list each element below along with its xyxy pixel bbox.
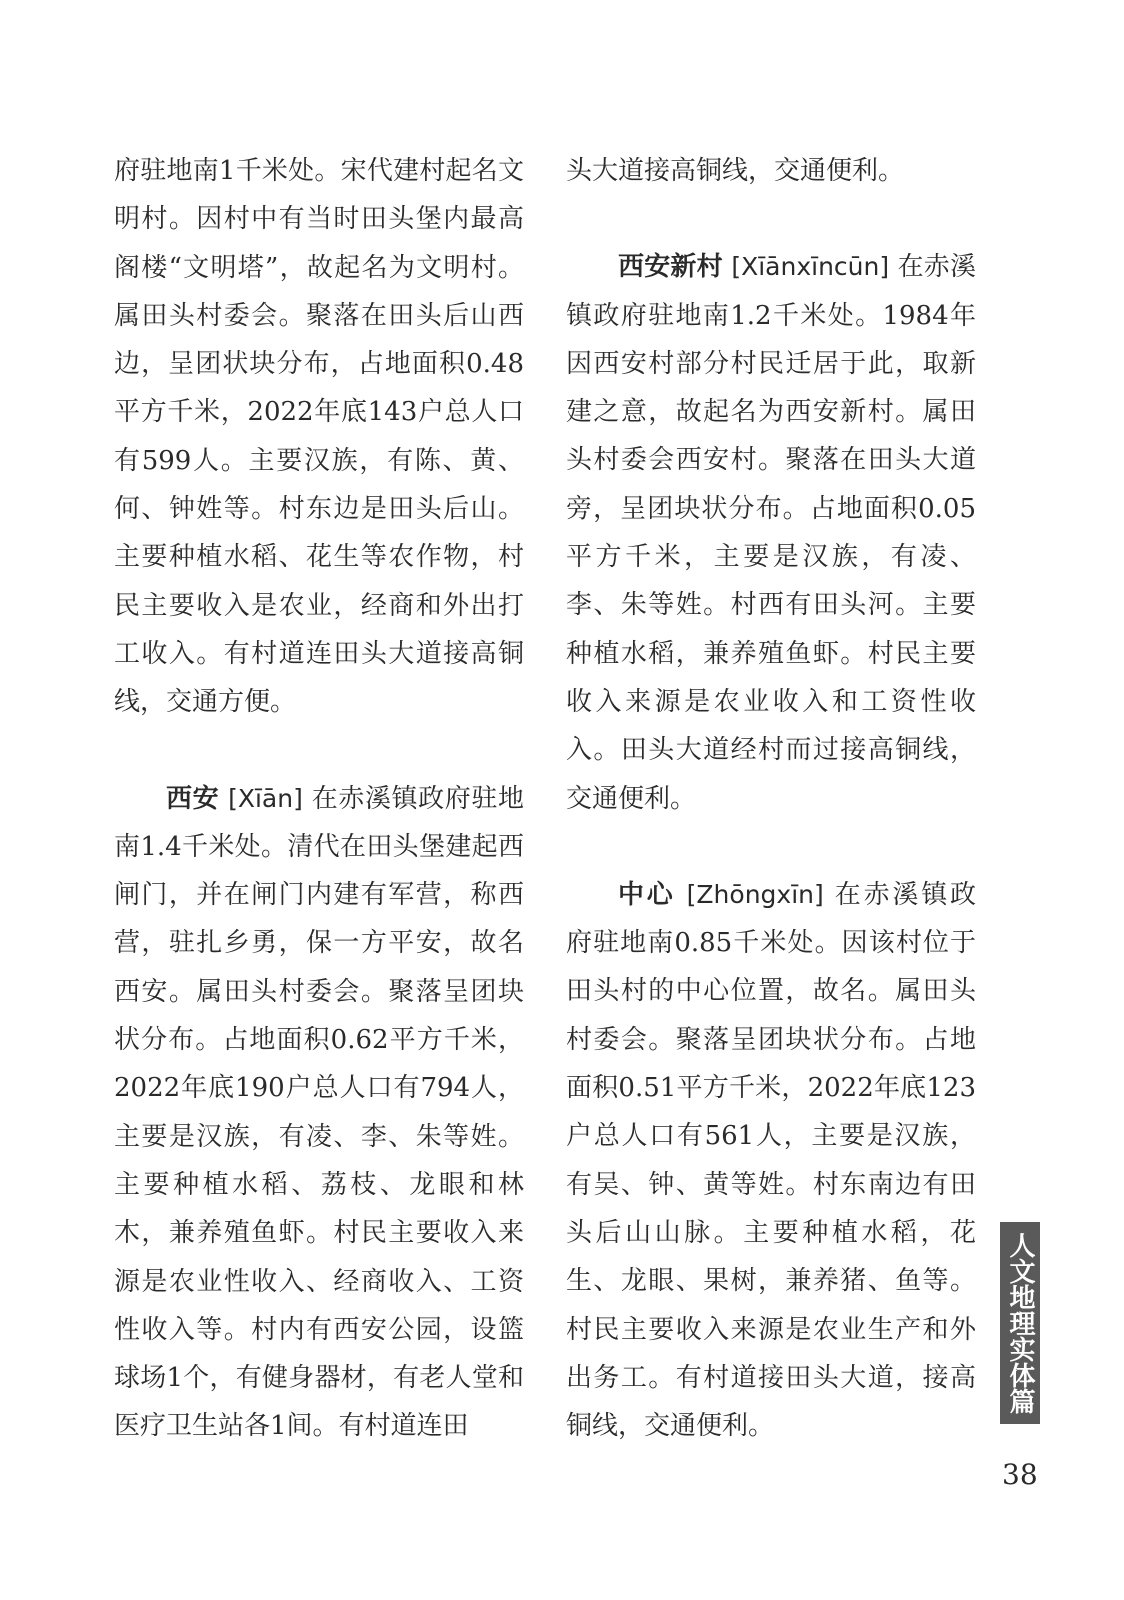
continuation-paragraph: 府驻地南1千米处。宋代建村起名文明村。因村中有当时田头堡内最高阁楼“文明塔”，故起名为文明村。属田头村委会。聚落在田头后山西边，呈团状块分布，占地面积0.48平方千米，2022年底143户总人口有599人。主要汉族，有陈、黄、何、钟姓等。村东边是田头后山。主要种植水稻、花生等农作物，村民主要收入是农业，经商和外出打工收入。有村道连田头大道接高铜线，交通方便。 — [114, 156, 524, 718]
paragraph-gap — [566, 823, 976, 871]
page-number: 38 — [1002, 1458, 1038, 1491]
entry-text: 在赤溪镇政府驻地南0.85千米处。因该村位于田头村的中心位置，故名。属田头村委会。聚落呈团块状分布。占地面积0.51平方千米，2022年底123户总人口有561人，主要是汉族，有吴、钟、黄等姓。村东南边有田头后山山脉。主要种植水稻，花生、龙眼、果树，兼养猪、鱼等。村民主要收入来源是农业生产和外出务工。有村道接田头大道，接高铜线，交通便利。 — [566, 879, 976, 1442]
entry-pinyin: [Xīān] — [228, 783, 303, 813]
right-column — [566, 147, 976, 1450]
entry-xian — [114, 775, 524, 1451]
section-side-tab: 人文地理实体篇 — [1000, 1222, 1040, 1424]
entry-zhongxin — [566, 871, 976, 1451]
entry-pinyin: [Zhōngxīn] — [686, 879, 824, 909]
entry-text: 在赤溪镇政府驻地南1.4千米处。清代在田头堡建起西闸门，并在闸门内建有军营，称西营，驻扎乡勇，保一方平安，故名西安。属田头村委会。聚落呈团块状分布。占地面积0.62平方千米，2022年底190户总人口有794人，主要是汉族，有凌、李、朱等姓。主要种植水稻、荔枝、龙眼和林木，兼养殖鱼虾。村民主要收入来源是农业性收入、经商收入、工资性收入等。村内有西安公园，设篮球场1个，有健身器材，有老人堂和医疗卫生站各1间。有村道连田 — [114, 783, 524, 1442]
paragraph-gap — [566, 195, 976, 243]
paragraph-gap — [114, 727, 524, 775]
continuation-paragraph: 头大道接高铜线，交通便利。 — [566, 156, 905, 186]
entry-text: 在赤溪镇政府驻地南1.2千米处。1984年因西安村部分村民迁居于此，取新建之意，故起名为西安新村。属田头村委会西安村。聚落在田头大道旁，呈团块状分布。占地面积0.05平方千米，主要是汉族，有凌、李、朱等姓。村西有田头河。主要种植水稻，兼养殖鱼虾。村民主要收入来源是农业收入和工资性收入。田头大道经村而过接高铜线，交通便利。 — [566, 252, 977, 814]
left-column — [114, 147, 524, 1451]
entry-name: 西安 — [166, 783, 220, 814]
entry-pinyin: [Xīānxīncūn] — [731, 252, 890, 282]
entry-name: 中心 — [618, 879, 676, 910]
entry-xianxincun — [566, 243, 976, 823]
entry-name: 西安新村 — [618, 252, 723, 283]
